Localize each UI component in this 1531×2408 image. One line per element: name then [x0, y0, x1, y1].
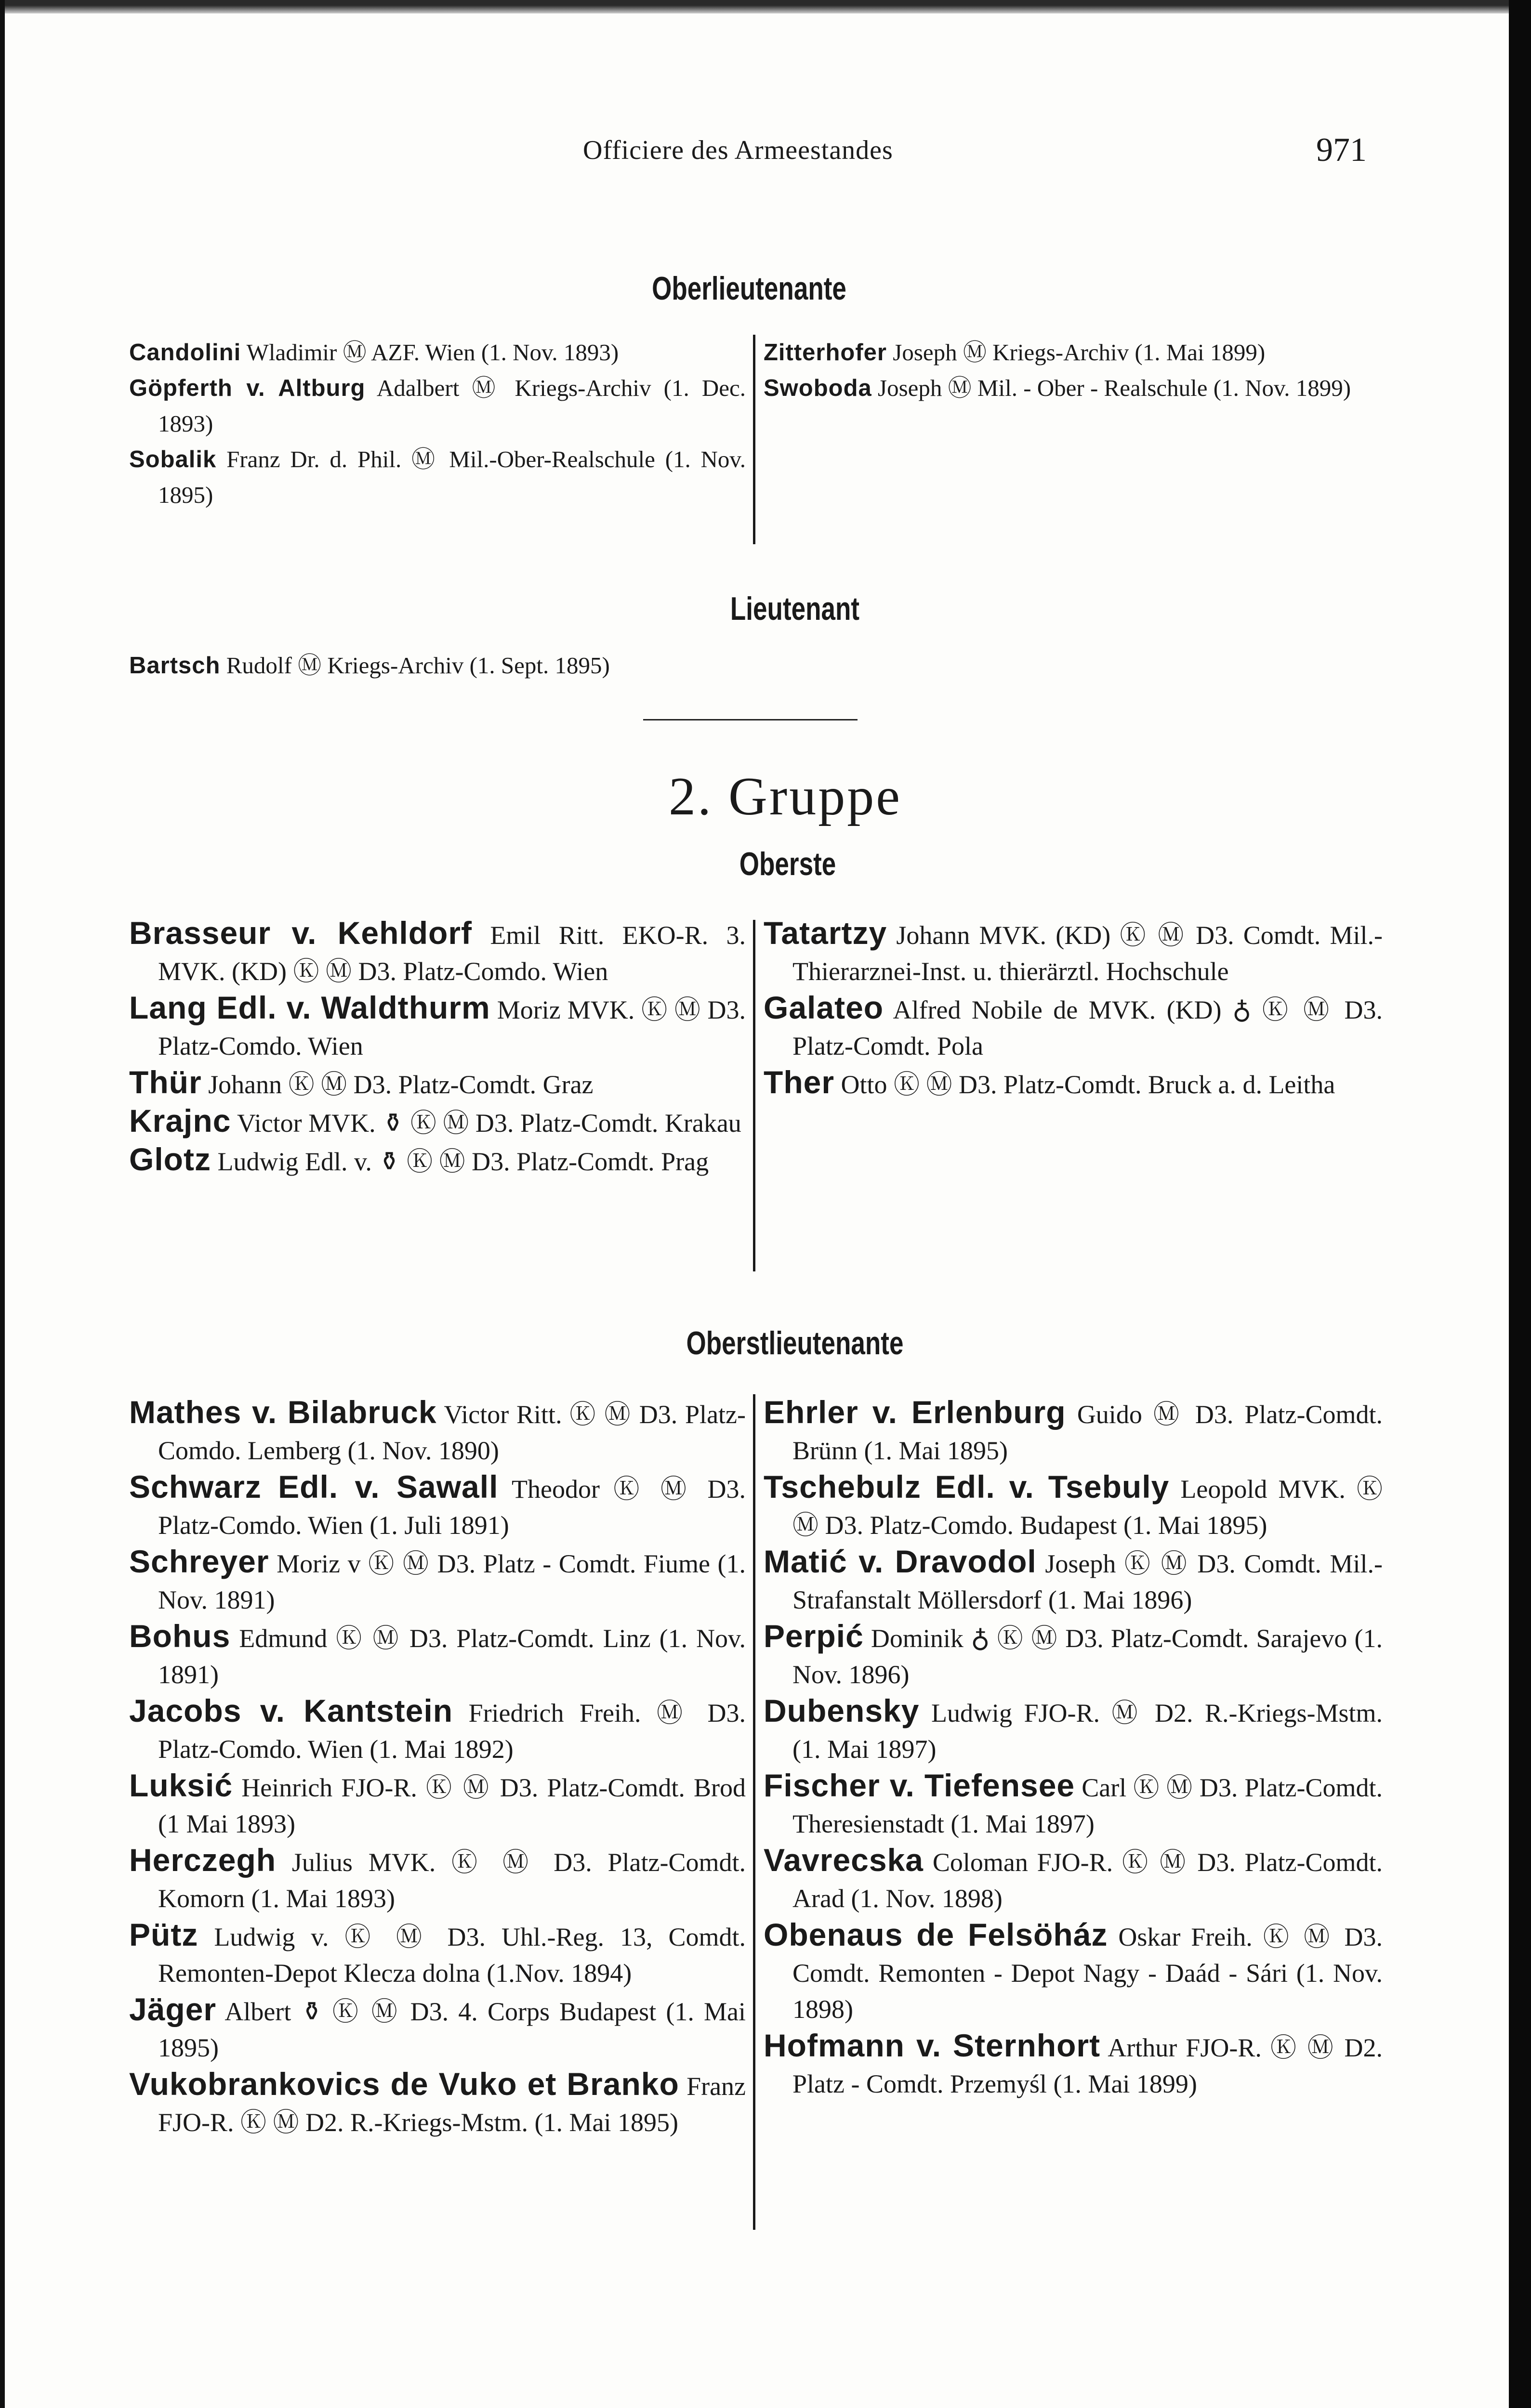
list-item: Jacobs v. Kantstein Friedrich Freih. Ⓜ D3. Platz-Comdo. Wien (1. Mai 1892)	[129, 1693, 746, 1764]
list-item: Pütz Ludwig v. Ⓚ Ⓜ D3. Uhl.-Reg. 13, Comdt. Remonten-Depot Klecza dolna (1.Nov. 1894)	[129, 1917, 746, 1988]
list-item: Ther Otto Ⓚ Ⓜ D3. Platz-Comdt. Bruck a. d. Leitha	[764, 1064, 1335, 1100]
list-item: Sobalik Franz Dr. d. Phil. Ⓜ Mil.-Ober-Realschule (1. Nov. 1895)	[129, 446, 746, 508]
list-item: Vukobrankovics de Vuko et Branko Franz FJO-R. Ⓚ Ⓜ D2. R.-Kriegs-Mstm. (1. Mai 1895)	[129, 2066, 746, 2137]
oberstlieutenante-right	[764, 1394, 1383, 2102]
list-item: Matić v. Dravodol Joseph Ⓚ Ⓜ D3. Comdt. Mil.-Strafanstalt Möllersdorf (1. Mai 1896)	[764, 1544, 1383, 1614]
section-title-oberste: Oberste	[739, 846, 836, 882]
section-title-oberlieutenante: Oberlieutenante	[652, 270, 846, 307]
running-title: Officiere des Armeestandes	[583, 135, 893, 165]
list-item: Perpić Dominik ♁ Ⓚ Ⓜ D3. Platz-Comdt. Sarajevo (1. Nov. 1896)	[764, 1618, 1383, 1689]
column-divider	[753, 1394, 755, 2230]
oberste-left	[129, 915, 746, 1180]
scan-edge-top	[0, 0, 1531, 13]
divider-rule	[643, 719, 858, 720]
list-item: Zitterhofer Joseph Ⓜ Kriegs-Archiv (1. Mai 1899)	[764, 339, 1266, 366]
list-item: Dubensky Ludwig FJO-R. Ⓜ D2. R.-Kriegs-Mstm. (1. Mai 1897)	[764, 1693, 1383, 1764]
scan-edge-left	[0, 0, 5, 2408]
oberstlieutenante-left	[129, 1394, 746, 2141]
list-item: Schreyer Moriz v Ⓚ Ⓜ D3. Platz - Comdt. Fiume (1. Nov. 1891)	[129, 1544, 746, 1614]
column-divider	[753, 335, 755, 544]
list-item: Tschebulz Edl. v. Tsebuly Leopold MVK. Ⓚ Ⓜ D3. Platz-Comdo. Budapest (1. Mai 1895)	[764, 1469, 1383, 1540]
group-title: 2. Gruppe	[669, 767, 902, 826]
list-item: Krajnc Victor MVK. ⚱ Ⓚ Ⓜ D3. Platz-Comdt. Krakau	[129, 1103, 741, 1139]
list-item: Thür Johann Ⓚ Ⓜ D3. Platz-Comdt. Graz	[129, 1064, 594, 1100]
list-item: Galateo Alfred Nobile de MVK. (KD) ♁ Ⓚ Ⓜ D3. Platz-Comdt. Pola	[764, 990, 1383, 1060]
list-item: Obenaus de Felsöház Oskar Freih. Ⓚ Ⓜ D3. Comdt. Remonten - Depot Nagy - Daád - Sári (1. Nov. 1898)	[764, 1917, 1383, 2024]
list-item: Ehrler v. Erlenburg Guido Ⓜ D3. Platz-Comdt. Brünn (1. Mai 1895)	[764, 1394, 1383, 1465]
oberlieutenante-left	[129, 335, 746, 513]
list-item: Swoboda Joseph Ⓜ Mil. - Ober - Realschule (1. Nov. 1899)	[764, 375, 1351, 401]
list-item: Herczegh Julius MVK. Ⓚ Ⓜ D3. Platz-Comdt. Komorn (1. Mai 1893)	[129, 1842, 746, 1913]
column-divider	[753, 920, 755, 1271]
section-title-oberstlieutenante: Oberstlieutenante	[686, 1325, 904, 1361]
list-item: Göpferth v. Altburg Adalbert Ⓜ Kriegs-Archiv (1. Dec. 1893)	[129, 375, 746, 437]
list-item: Bohus Edmund Ⓚ Ⓜ D3. Platz-Comdt. Linz (1. Nov. 1891)	[129, 1618, 746, 1689]
lieutenant-list	[129, 648, 948, 683]
oberlieutenante-right	[764, 335, 1383, 406]
page-number: 971	[1316, 131, 1367, 169]
list-item: Luksić Heinrich FJO-R. Ⓚ Ⓜ D3. Platz-Comdt. Brod (1 Mai 1893)	[129, 1767, 746, 1838]
list-item: Tatartzy Johann MVK. (KD) Ⓚ Ⓜ D3. Comdt. Mil.-Thierarznei-Inst. u. thierärztl. Hochschule	[764, 915, 1383, 986]
list-item: Schwarz Edl. v. Sawall Theodor Ⓚ Ⓜ D3. Platz-Comdo. Wien (1. Juli 1891)	[129, 1469, 746, 1540]
scan-edge-right	[1509, 0, 1531, 2408]
section-title-lieutenant: Lieutenant	[730, 590, 860, 627]
list-item: Glotz Ludwig Edl. v. ⚱ Ⓚ Ⓜ D3. Platz-Comdt. Prag	[129, 1141, 709, 1177]
list-item: Candolini Wladimir Ⓜ AZF. Wien (1. Nov. 1893)	[129, 339, 619, 366]
list-item: Brasseur v. Kehldorf Emil Ritt. EKO-R. 3. MVK. (KD) Ⓚ Ⓜ D3. Platz-Comdo. Wien	[129, 915, 746, 986]
list-item: Lang Edl. v. Waldthurm Moriz MVK. Ⓚ Ⓜ D3. Platz-Comdo. Wien	[129, 990, 746, 1060]
list-item: Vavrecska Coloman FJO-R. Ⓚ Ⓜ D3. Platz-Comdt. Arad (1. Nov. 1898)	[764, 1842, 1383, 1913]
list-item: Hofmann v. Sternhort Arthur FJO-R. Ⓚ Ⓜ D2. Platz - Comdt. Przemyśl (1. Mai 1899)	[764, 2028, 1383, 2098]
oberste-right	[764, 915, 1383, 1103]
list-item: Jäger Albert ⚱ Ⓚ Ⓜ D3. 4. Corps Budapest (1. Mai 1895)	[129, 1991, 746, 2062]
list-item: Mathes v. Bilabruck Victor Ritt. Ⓚ Ⓜ D3. Platz-Comdo. Lemberg (1. Nov. 1890)	[129, 1394, 746, 1465]
list-item: Bartsch Rudolf Ⓜ Kriegs-Archiv (1. Sept. 1895)	[129, 652, 610, 679]
list-item: Fischer v. Tiefensee Carl Ⓚ Ⓜ D3. Platz-Comdt. Theresienstadt (1. Mai 1897)	[764, 1767, 1383, 1838]
